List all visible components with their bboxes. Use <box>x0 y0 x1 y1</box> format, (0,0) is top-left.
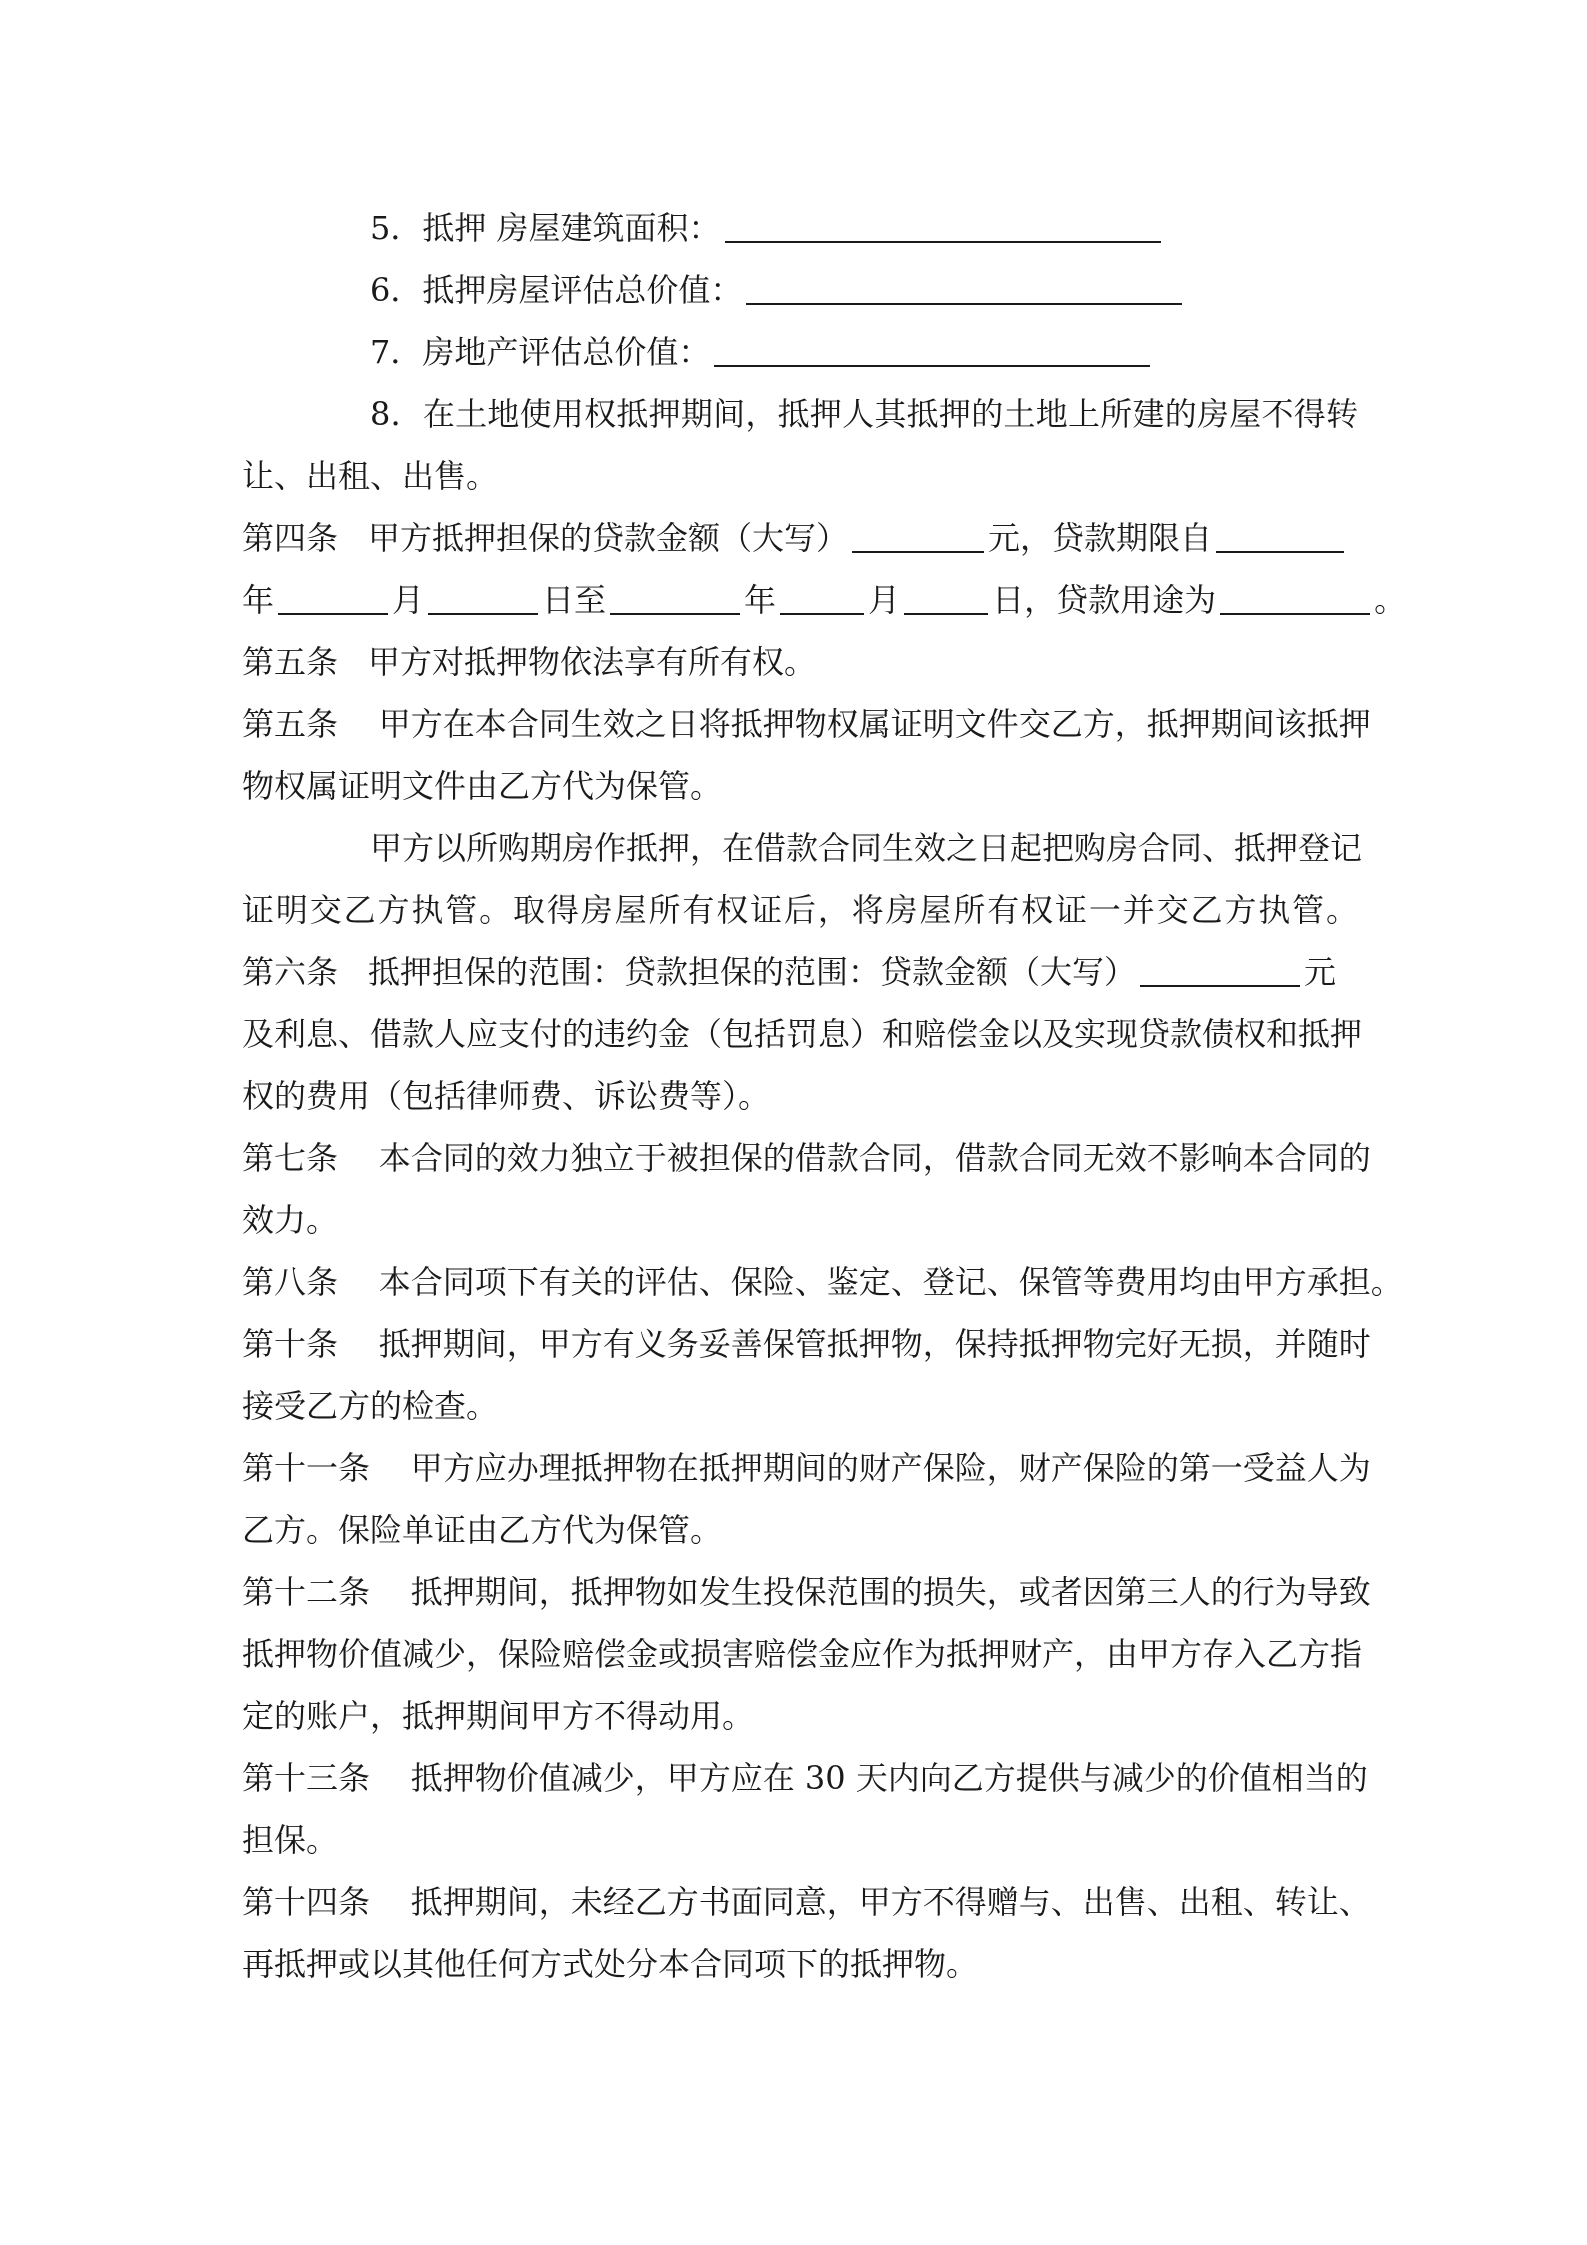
article-11-label: 第十一条 <box>242 1449 371 1487</box>
article-5b-label: 第五条 <box>242 705 339 743</box>
article-6-line-3: 权的费用（包括律师费、诉讼费等）。 <box>242 1077 771 1115</box>
start-day-blank[interactable] <box>428 573 538 615</box>
article-13-text-1: 抵押物价值减少，甲方应在 30 天内向乙方提供与减少的价值相当的 <box>410 1759 1368 1797</box>
item-6-line <box>370 258 1358 322</box>
article-4-year-1: 年 <box>242 581 275 619</box>
article-7-line-2: 效力。 <box>242 1201 339 1239</box>
article-13-line-2: 担保。 <box>242 1821 339 1859</box>
item-8-line-2: 让、出租、出售。 <box>242 457 499 495</box>
article-8-label: 第八条 <box>242 1263 339 1301</box>
loan-amount-blank[interactable] <box>852 511 984 553</box>
article-5b-line-2: 物权属证明文件由乙方代为保管。 <box>242 767 723 805</box>
end-month-blank[interactable] <box>780 573 864 615</box>
article-12-text-1: 抵押期间，抵押物如发生投保范围的损失，或者因第三人的行为导致 <box>410 1573 1371 1611</box>
article-6-line-1 <box>242 940 1358 1004</box>
item-7-text: 7．房地产评估总价值： <box>370 333 711 371</box>
article-4-line-1 <box>242 506 1358 570</box>
article-5a-label: 第五条 <box>242 643 339 681</box>
article-12-label: 第十二条 <box>242 1573 371 1611</box>
article-11-text-1: 甲方应办理抵押物在抵押期间的财产保险，财产保险的第一受益人为 <box>410 1449 1371 1487</box>
item-6-text: 6．抵押房屋评估总价值： <box>370 271 743 309</box>
article-4-purpose-label: 日，贷款用途为 <box>992 581 1217 619</box>
article-4-day-to: 日至 <box>542 581 607 619</box>
article-6-line-2: 及利息、借款人应支付的违约金（包括罚息）和赔偿金以及实现贷款债权和抵押 <box>242 1015 1363 1053</box>
article-14-line-1 <box>242 1870 1371 1934</box>
article-14-line-2: 再抵押或以其他任何方式处分本合同项下的抵押物。 <box>242 1945 979 1983</box>
article-6-yuan: 元 <box>1304 953 1337 991</box>
article-4-month-2: 月 <box>868 581 901 619</box>
article-12-line-3: 定的账户，抵押期间甲方不得动用。 <box>242 1697 755 1735</box>
article-14-label: 第十四条 <box>242 1883 371 1921</box>
end-day-blank[interactable] <box>904 573 988 615</box>
article-6-text-1: 抵押担保的范围：贷款担保的范围：贷款金额（大写） <box>368 953 1137 991</box>
article-10-line-1 <box>242 1312 1371 1376</box>
article-7-text-1: 本合同的效力独立于被担保的借款合同，借款合同无效不影响本合同的 <box>378 1139 1371 1177</box>
article-5a-text: 甲方对抵押物依法享有所有权。 <box>368 643 817 681</box>
floor-area-blank[interactable] <box>725 201 1161 243</box>
article-4-text-2: 元，贷款期限自 <box>988 519 1213 557</box>
article-4-period: 。 <box>1374 581 1407 619</box>
article-11-line-1 <box>242 1436 1371 1500</box>
loan-purpose-blank[interactable] <box>1220 573 1370 615</box>
article-12-line-1 <box>242 1560 1371 1624</box>
article-8-line <box>242 1250 1403 1314</box>
house-valuation-blank[interactable] <box>746 263 1182 305</box>
article-6-label: 第六条 <box>242 953 339 991</box>
article-4-month-1: 月 <box>392 581 425 619</box>
article-4-year-2: 年 <box>744 581 777 619</box>
article-5b-text-1: 甲方在本合同生效之日将抵押物权属证明文件交乙方，抵押期间该抵押 <box>378 705 1371 743</box>
article-13-line-1 <box>242 1746 1368 1810</box>
article-10-label: 第十条 <box>242 1325 339 1363</box>
start-month-blank[interactable] <box>278 573 388 615</box>
article-13-label: 第十三条 <box>242 1759 371 1797</box>
article-8-text: 本合同项下有关的评估、保险、鉴定、登记、保管等费用均由甲方承担。 <box>378 1263 1403 1301</box>
article-11-line-2: 乙方。保险单证由乙方代为保管。 <box>242 1511 723 1549</box>
term-start-blank[interactable] <box>1216 511 1344 553</box>
item-5-text: 5．抵押 房屋建筑面积： <box>370 209 721 247</box>
article-5b-para-line-1: 甲方以所购期房作抵押，在借款合同生效之日起把购房合同、抵押登记 <box>370 829 1363 867</box>
article-4-label: 第四条 <box>242 519 339 557</box>
article-5b-para-line-2: 证明交乙方执管。取得房屋所有权证后，将房屋所有权证一并交乙方执管。 <box>242 891 1358 929</box>
real-estate-valuation-blank[interactable] <box>714 325 1150 367</box>
item-7-line <box>370 320 1358 384</box>
article-5a-line <box>242 630 1358 694</box>
article-4-text-1: 甲方抵押担保的贷款金额（大写） <box>368 519 849 557</box>
article-5b-line-1 <box>242 692 1371 756</box>
article-10-text-1: 抵押期间，甲方有义务妥善保管抵押物，保持抵押物完好无损，并随时 <box>378 1325 1371 1363</box>
item-5-line <box>370 196 1358 260</box>
article-12-line-2: 抵押物价值减少，保险赔偿金或损害赔偿金应作为抵押财产，由甲方存入乙方指 <box>242 1635 1363 1673</box>
article-4-line-2 <box>242 568 1407 632</box>
article-10-line-2: 接受乙方的检查。 <box>242 1387 499 1425</box>
article-14-text-1: 抵押期间，未经乙方书面同意，甲方不得赠与、出售、出租、转让、 <box>410 1883 1371 1921</box>
item-8-line-1: 8．在土地使用权抵押期间，抵押人其抵押的土地上所建的房屋不得转 <box>370 395 1358 433</box>
article-7-label: 第七条 <box>242 1139 339 1177</box>
end-year-blank[interactable] <box>610 573 740 615</box>
article-7-line-1 <box>242 1126 1371 1190</box>
guarantee-amount-blank[interactable] <box>1140 945 1300 987</box>
